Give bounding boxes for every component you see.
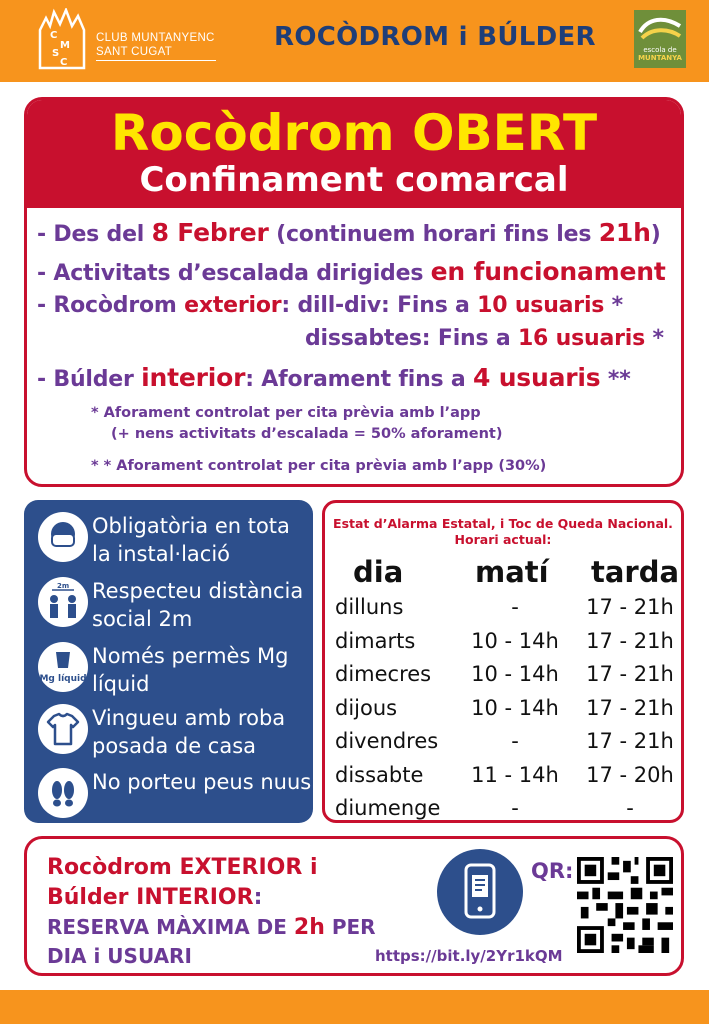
day-cell: dijous bbox=[335, 695, 398, 720]
mountain-swoosh-icon bbox=[634, 10, 686, 50]
chalk-label: Mg líquid bbox=[39, 674, 87, 684]
column-header-day: dia bbox=[353, 555, 404, 589]
text: * bbox=[604, 293, 623, 318]
escola-line2: MUNTANYA bbox=[638, 54, 682, 62]
highlight-users: 16 usuaris bbox=[517, 326, 645, 351]
morning-cell: - bbox=[511, 729, 519, 753]
afternoon-cell: 17 - 21h bbox=[586, 695, 674, 720]
reservation-line1: Rocòdrom EXTERIOR i bbox=[47, 855, 318, 880]
text: - Búlder bbox=[37, 367, 142, 392]
text: Búlder INTERIOR bbox=[47, 885, 254, 910]
rule-item-chalk bbox=[38, 642, 308, 702]
rule-text: Obligatòria en tota la instal·lació bbox=[92, 514, 290, 566]
text: : dill-div: Fins a bbox=[281, 293, 478, 318]
text: - Des del bbox=[37, 222, 152, 247]
afternoon-cell: 17 - 21h bbox=[586, 729, 674, 753]
day-cell: dilluns bbox=[335, 595, 404, 619]
reservation-panel bbox=[24, 836, 684, 976]
text: (continuem horari fins les bbox=[268, 222, 599, 247]
day-cell: diumenge bbox=[335, 796, 441, 820]
announcement-title: Rocòdrom OBERT bbox=[110, 104, 598, 162]
mask-icon bbox=[38, 512, 88, 562]
page-title: ROCÒDROM i BÚLDER bbox=[274, 22, 596, 52]
column-header-morning: matí bbox=[475, 555, 549, 589]
highlight-users: 4 usuaris bbox=[473, 363, 601, 392]
reservation-line4: DIA i USUARI bbox=[47, 944, 192, 968]
morning-cell: - bbox=[511, 595, 519, 619]
rule-text: Vingueu amb roba posada de casa bbox=[92, 706, 286, 758]
afternoon-cell: 17 - 21h bbox=[586, 595, 674, 619]
info-line-exterior bbox=[37, 293, 623, 318]
morning-cell: 11 - 14h bbox=[471, 762, 559, 787]
day-cell: dimarts bbox=[335, 628, 416, 653]
afternoon-cell: 17 - 21h bbox=[586, 662, 674, 686]
morning-cell: 10 - 14h bbox=[471, 695, 559, 720]
svg-text:C: C bbox=[50, 30, 58, 41]
day-cell: divendres bbox=[335, 729, 439, 753]
morning-cell: 10 - 14h bbox=[471, 662, 559, 686]
footnote-1: * Aforament controlat per cita prèvia amb l’app bbox=[91, 405, 481, 421]
text: dissabtes: Fins a bbox=[305, 326, 518, 351]
schedule-title-line2: Horari actual: bbox=[454, 532, 552, 547]
announcement-header bbox=[27, 100, 681, 208]
footprints-icon bbox=[38, 768, 88, 818]
morning-cell: - bbox=[511, 796, 519, 820]
reservation-limit bbox=[47, 913, 376, 970]
rule-text: No porteu peus nuus bbox=[92, 770, 312, 794]
schedule-title bbox=[325, 516, 681, 548]
distance-label: 2m bbox=[57, 582, 70, 590]
chalk-icon bbox=[38, 642, 88, 692]
text: : bbox=[253, 885, 263, 910]
qr-code-icon[interactable] bbox=[577, 857, 673, 953]
text: PER bbox=[324, 915, 376, 939]
schedule-panel bbox=[322, 500, 684, 823]
distance-icon bbox=[38, 577, 88, 627]
highlight-hours: 2h bbox=[293, 915, 325, 940]
info-line-saturdays bbox=[305, 326, 664, 351]
escola-text bbox=[634, 46, 686, 62]
rule-item-distance bbox=[38, 577, 308, 637]
text: RESERVA MÀXIMA DE bbox=[47, 915, 294, 939]
club-name bbox=[96, 31, 215, 59]
announcement-subtitle: Confinament comarcal bbox=[139, 160, 569, 200]
cmsc-logo-icon bbox=[36, 8, 92, 70]
reservation-heading bbox=[47, 853, 318, 913]
info-line-activities bbox=[37, 257, 666, 286]
afternoon-cell: 17 - 21h bbox=[586, 628, 674, 653]
club-name-line2: SANT CUGAT bbox=[96, 46, 173, 58]
svg-text:S: S bbox=[52, 48, 60, 59]
afternoon-cell: - bbox=[626, 796, 634, 820]
rule-text: Respecteu distància social 2m bbox=[92, 579, 304, 631]
footer-bar bbox=[0, 990, 709, 1024]
club-name-line1: CLUB MUNTANYENC bbox=[96, 32, 215, 44]
rule-item-feet bbox=[38, 768, 312, 828]
booking-link[interactable]: https://bit.ly/2Yr1kQM bbox=[375, 947, 563, 965]
tshirt-icon bbox=[38, 704, 88, 754]
escola-line1: escola de bbox=[643, 46, 677, 54]
highlight-date: 8 Febrer bbox=[151, 218, 269, 247]
footnote-1b: (+ nens activitats d’escalada = 50% aforament) bbox=[111, 426, 503, 442]
schedule-title-line1: Estat d’Alarma Estatal, i Toc de Queda Nacional. bbox=[333, 516, 673, 531]
text: ** bbox=[600, 367, 631, 392]
qr-label: QR: bbox=[531, 859, 574, 883]
announcement-box bbox=[24, 97, 684, 487]
highlight-users: 10 usuaris bbox=[477, 293, 605, 318]
highlight-status: en funcionament bbox=[430, 257, 666, 286]
logo-underline bbox=[96, 60, 216, 61]
reservation-line2 bbox=[47, 883, 318, 913]
highlight-hour: 21h bbox=[598, 218, 651, 247]
morning-cell: 10 - 14h bbox=[471, 628, 559, 653]
club-logo bbox=[36, 8, 226, 74]
day-cell: dimecres bbox=[335, 662, 432, 686]
safety-rules-panel bbox=[24, 500, 313, 823]
afternoon-cell: 17 - 20h bbox=[586, 762, 674, 787]
rule-item-clothes bbox=[38, 704, 308, 764]
text: - Rocòdrom bbox=[37, 293, 185, 318]
reservation-line3 bbox=[47, 913, 376, 942]
text: ) bbox=[650, 222, 661, 247]
phone-app-icon bbox=[437, 849, 523, 935]
text: * bbox=[644, 326, 664, 351]
rule-item-mask bbox=[38, 512, 308, 572]
highlight-exterior: exterior bbox=[184, 293, 282, 318]
info-line-interior bbox=[37, 363, 631, 392]
column-header-afternoon: tarda bbox=[591, 555, 680, 589]
highlight-interior: interior bbox=[141, 363, 246, 392]
text: - Activitats d’escalada dirigides bbox=[37, 261, 431, 286]
info-line-dates bbox=[37, 218, 661, 247]
text: : Aforament fins a bbox=[245, 367, 473, 392]
svg-text:M: M bbox=[60, 40, 70, 51]
footnote-2: * * Aforament controlat per cita prèvia amb l’app (30%) bbox=[91, 458, 547, 474]
svg-text:C: C bbox=[60, 57, 68, 68]
rule-text: Només permès Mg líquid bbox=[92, 644, 289, 696]
escola-logo bbox=[634, 10, 686, 68]
day-cell: dissabte bbox=[335, 762, 424, 787]
